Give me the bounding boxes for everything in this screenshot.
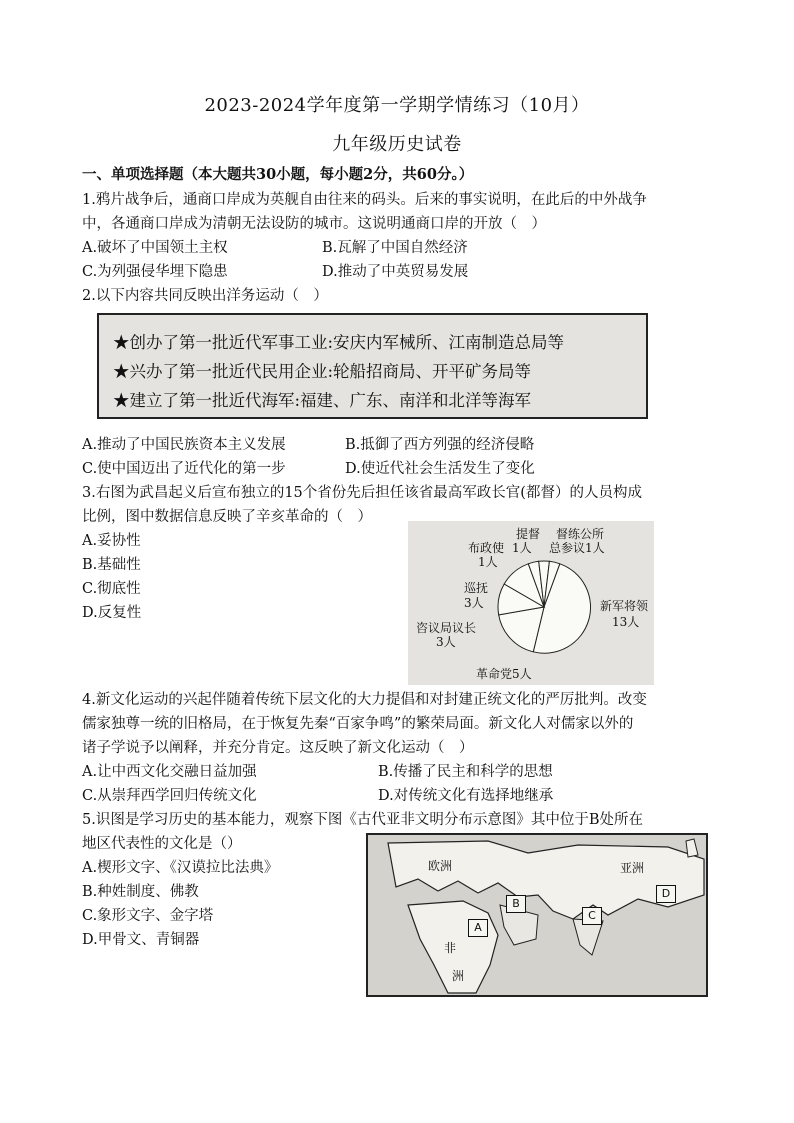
q2-option-a: A.推动了中国民族资本主义发展 (82, 437, 286, 453)
q1-option-b: B.瓦解了中国自然经济 (322, 240, 468, 256)
q3-option-b: B.基础性 (82, 557, 141, 573)
q2-option-b: B.抵御了西方列强的经济侵略 (345, 437, 535, 453)
q5-stem-line1: 5.识图是学习历史的基本能力，观察下图《古代亚非文明分布示意图》其中位于B处所在 (82, 812, 643, 828)
exam-subtitle: 九年级历史试卷 (332, 134, 462, 155)
pie-label-xinjun-count: 13人 (612, 615, 640, 629)
q4-option-b: B.传播了民主和科学的思想 (378, 764, 553, 780)
q4-option-a: A.让中西文化交融日益加强 (82, 764, 257, 780)
q2-box-line1: ★创办了第一批近代军事工业:安庆内军械所、江南制造总局等 (113, 333, 565, 352)
q5-option-d: D.甲骨文、青铜器 (82, 932, 200, 948)
q3-pie-figure (408, 521, 654, 685)
q4-stem-line2: 儒家独尊一统的旧格局，在于恢复先秦“百家争鸣”的繁荣局面。新文化人对儒家以外的 (82, 716, 634, 732)
q2-material-box (97, 313, 648, 419)
q3-option-c: C.彻底性 (82, 581, 141, 597)
map-marker-a: A (468, 919, 488, 937)
q3-stem-line1: 3.右图为武昌起义后宣布独立的15个省份先后担任该省最高军政长官(都督）的人员构成 (82, 485, 642, 501)
q4-option-d: D.对传统文化有选择地继承 (378, 788, 554, 804)
q2-box-line2: ★兴办了第一批近代民用企业:轮船招商局、开平矿务局等 (113, 362, 532, 381)
pie-label-xunfu: 巡抚 (464, 581, 489, 595)
pie-label-tidu-count: 1人 (512, 541, 532, 555)
q5-map-figure (366, 833, 708, 997)
q1-stem-line1: 1.鸦片战争后，通商口岸成为英舰自由往来的码头。后来的事实说明，在此后的中外战争 (82, 192, 647, 208)
map-marker-b: B (506, 895, 526, 913)
q5-stem-line2: 地区代表性的文化是（） (82, 836, 242, 852)
q5-option-c: C.象形文字、金字塔 (82, 908, 214, 924)
q4-stem-line1: 4.新文化运动的兴起伴随着传统下层文化的大力提倡和对封建正统文化的严厉批判。改变 (82, 692, 647, 708)
pie-label-buzheng-count: 1人 (478, 555, 498, 569)
q1-option-d: D.推动了中英贸易发展 (322, 264, 469, 280)
q5-option-b: B.种姓制度、佛教 (82, 884, 199, 900)
q2-box-line3: ★建立了第一批近代海军:福建、广东、南洋和北洋等海军 (113, 391, 532, 410)
exam-title: 2023-2024学年度第一学期学情练习（10月） (204, 95, 590, 116)
japan-shape (686, 839, 698, 857)
pie-label-geming: 革命党5人 (476, 667, 532, 681)
section-heading: 一、单项选择题（本大题共30小题，每小题2分，共60分。） (82, 166, 474, 183)
pie-label-buzheng: 布政使 (468, 541, 505, 555)
q3-option-a: A.妥协性 (82, 533, 141, 549)
q2-option-c: C.使中国迈出了近代化的第一步 (82, 461, 286, 477)
map-label-europe: 欧洲 (428, 859, 453, 873)
q1-option-c: C.为列强侵华埋下隐患 (82, 264, 228, 280)
map-marker-d: D (656, 885, 676, 903)
map-label-africa-2: 洲 (452, 969, 465, 983)
q5-option-a: A.楔形文字、《汉谟拉比法典》 (82, 860, 279, 876)
q3-stem-line2: 比例，图中数据信息反映了辛亥革命的（ ） (82, 509, 372, 525)
q2-option-d: D.使近代社会生活发生了变化 (345, 461, 535, 477)
q2-stem: 2.以下内容共同反映出洋务运动（ ） (82, 288, 328, 304)
q4-option-c: C.从崇拜西学回归传统文化 (82, 788, 257, 804)
q1-stem-line2: 中，各通商口岸成为清朝无法设防的城市。这说明通商口岸的开放（ ） (82, 216, 546, 232)
pie-label-ziyi-count: 3人 (436, 635, 456, 649)
q4-stem-line3: 诸子学说予以阐释，并充分肯定。这反映了新文化运动（ ） (82, 740, 474, 756)
pie-label-ziyi: 咨议局议长 (416, 621, 477, 635)
map-label-africa-1: 非 (444, 941, 457, 955)
pie-label-tidu: 提督 (516, 527, 541, 541)
pie-label-dulian-count: 总参议1人 (549, 541, 605, 555)
q1-option-a: A.破坏了中国领土主权 (82, 240, 228, 256)
pie-label-dulian: 督练公所 (556, 527, 605, 541)
pie-label-xinjun: 新军将领 (600, 599, 649, 613)
pie-label-xunfu-count: 3人 (464, 596, 484, 610)
map-marker-c: C (582, 907, 602, 925)
q3-option-d: D.反复性 (82, 605, 142, 621)
map-landmass-shapes (368, 835, 706, 995)
map-label-asia: 亚洲 (620, 861, 645, 875)
